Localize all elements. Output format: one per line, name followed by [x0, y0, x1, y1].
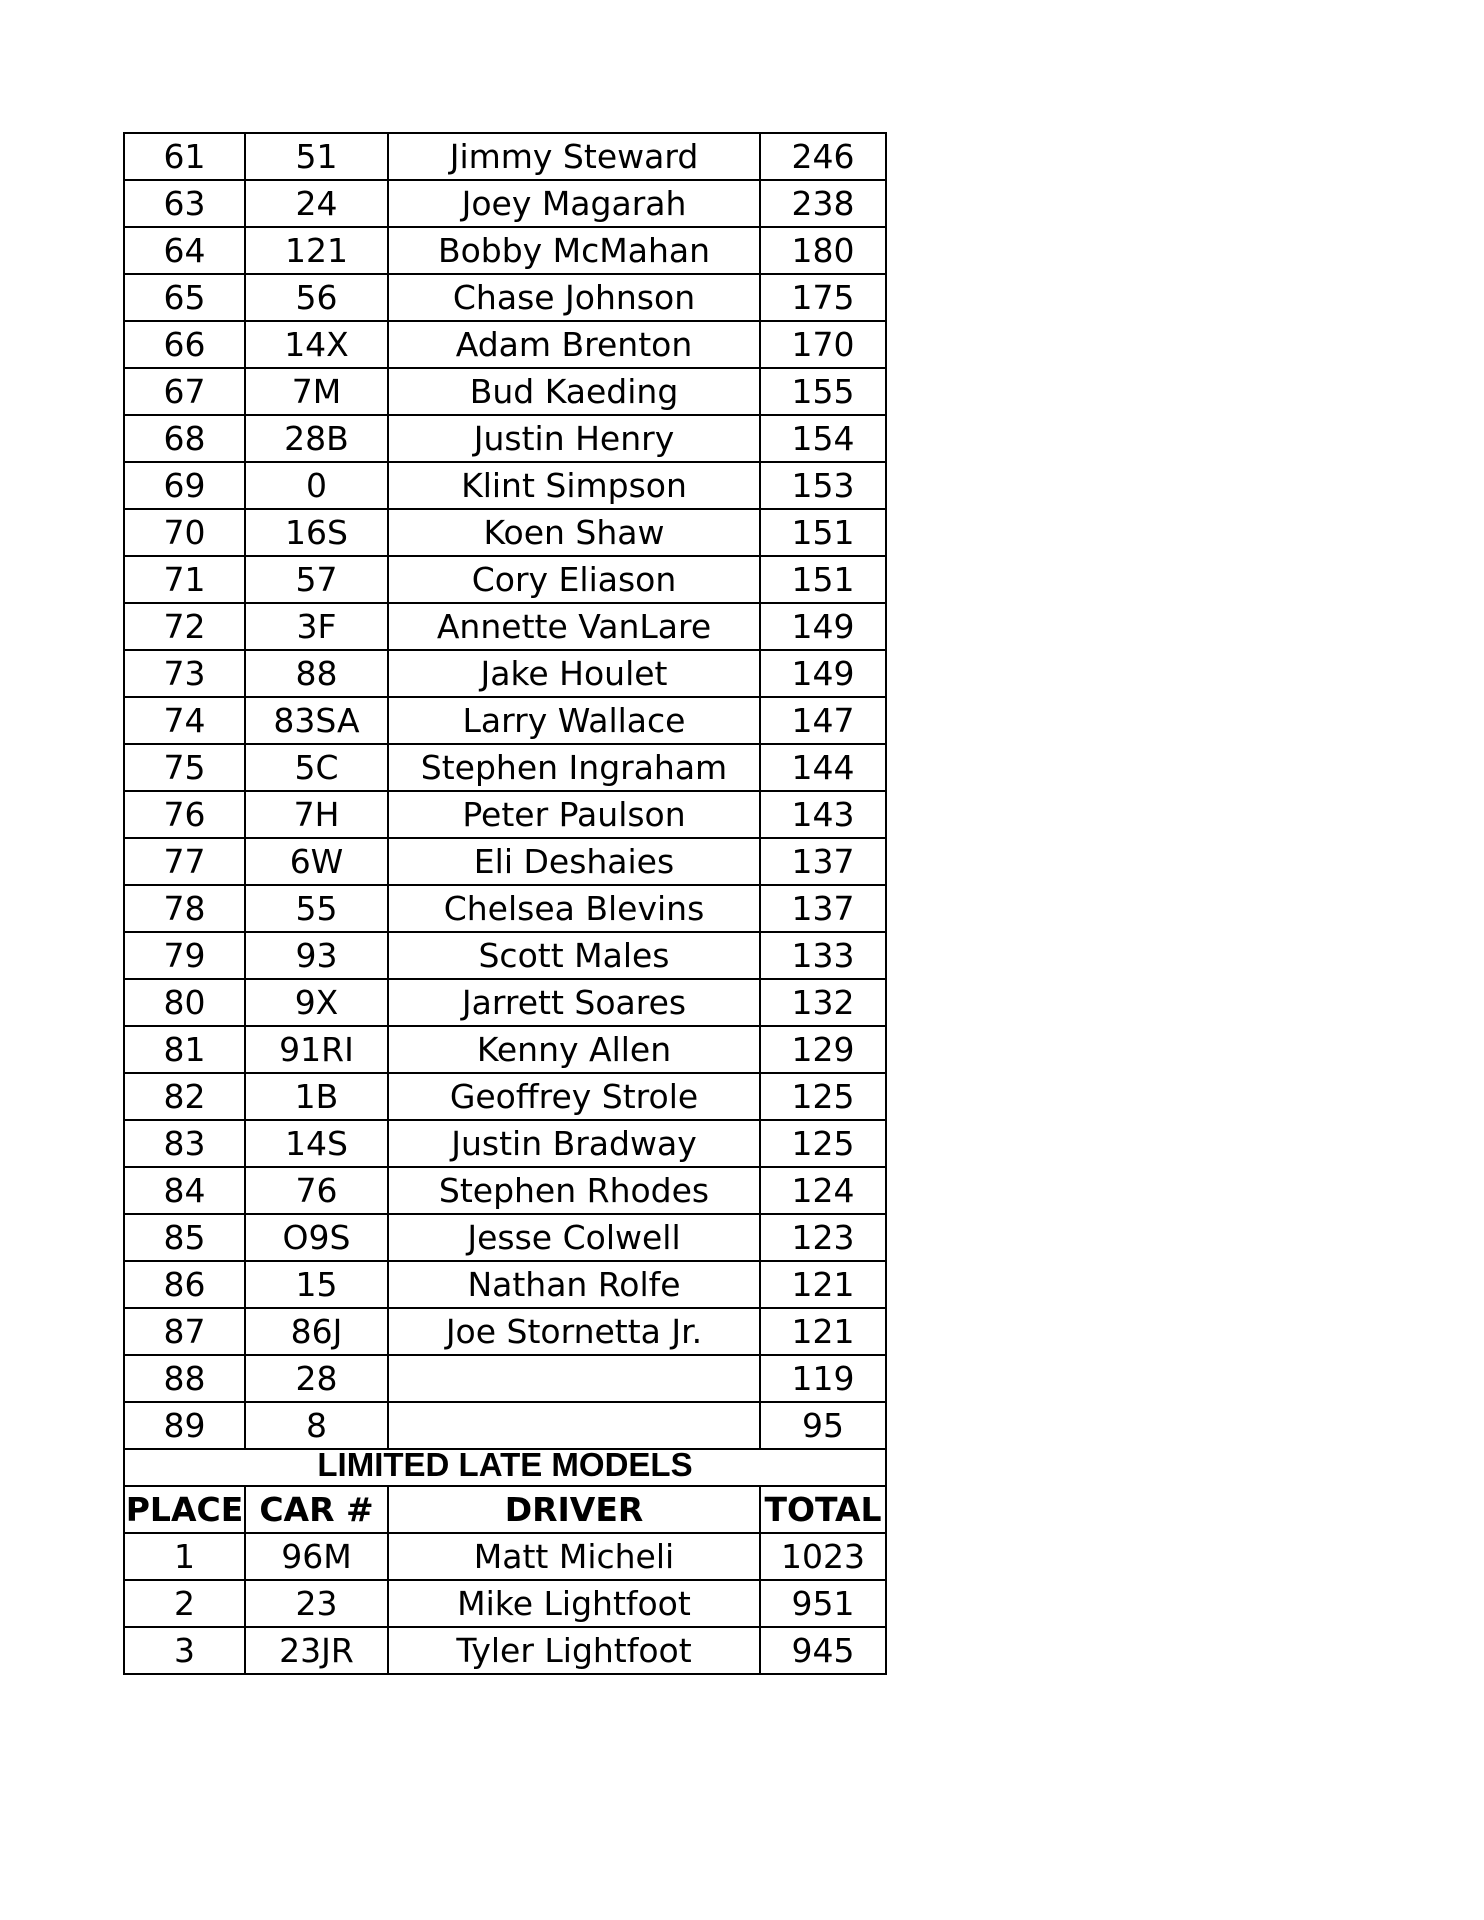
total-cell: 143 — [760, 791, 886, 838]
header-driver: DRIVER — [388, 1486, 760, 1533]
total-cell: 95 — [760, 1402, 886, 1449]
driver-cell: Jimmy Steward — [388, 133, 760, 180]
table-row — [124, 603, 886, 650]
driver-cell: Jesse Colwell — [388, 1214, 760, 1261]
car-cell: 56 — [245, 274, 388, 321]
driver-cell: Mike Lightfoot — [388, 1580, 760, 1627]
standings-sheet — [123, 132, 885, 1675]
place-cell: 67 — [124, 368, 245, 415]
car-cell: 15 — [245, 1261, 388, 1308]
place-cell: 1 — [124, 1533, 245, 1580]
driver-cell: Larry Wallace — [388, 697, 760, 744]
car-cell: 14X — [245, 321, 388, 368]
driver-cell: Adam Brenton — [388, 321, 760, 368]
driver-cell: Jake Houlet — [388, 650, 760, 697]
total-cell: 123 — [760, 1214, 886, 1261]
table-row — [124, 1402, 886, 1449]
car-cell: 16S — [245, 509, 388, 556]
total-cell: 238 — [760, 180, 886, 227]
driver-cell: Justin Bradway — [388, 1120, 760, 1167]
car-cell: 9X — [245, 979, 388, 1026]
car-cell: 0 — [245, 462, 388, 509]
place-cell: 73 — [124, 650, 245, 697]
total-cell: 132 — [760, 979, 886, 1026]
table-row — [124, 1214, 886, 1261]
place-cell: 80 — [124, 979, 245, 1026]
car-cell: 14S — [245, 1120, 388, 1167]
driver-cell: Nathan Rolfe — [388, 1261, 760, 1308]
place-cell: 65 — [124, 274, 245, 321]
total-cell: 119 — [760, 1355, 886, 1402]
driver-cell: Geoffrey Strole — [388, 1073, 760, 1120]
table-row — [124, 838, 886, 885]
driver-cell: Peter Paulson — [388, 791, 760, 838]
place-cell: 84 — [124, 1167, 245, 1214]
place-cell: 82 — [124, 1073, 245, 1120]
place-cell: 86 — [124, 1261, 245, 1308]
section-title-row — [124, 1449, 886, 1486]
place-cell: 74 — [124, 697, 245, 744]
car-cell: 23 — [245, 1580, 388, 1627]
table-row — [124, 1355, 886, 1402]
total-cell: 125 — [760, 1120, 886, 1167]
total-cell: 125 — [760, 1073, 886, 1120]
place-cell: 78 — [124, 885, 245, 932]
table-row — [124, 1580, 886, 1627]
car-cell: 28B — [245, 415, 388, 462]
total-cell: 155 — [760, 368, 886, 415]
driver-cell — [388, 1355, 760, 1402]
table-row — [124, 697, 886, 744]
total-cell: 144 — [760, 744, 886, 791]
car-cell: 55 — [245, 885, 388, 932]
place-cell: 66 — [124, 321, 245, 368]
driver-cell: Matt Micheli — [388, 1533, 760, 1580]
table-row — [124, 1261, 886, 1308]
table-row — [124, 509, 886, 556]
header-car: CAR # — [245, 1486, 388, 1533]
car-cell: 8 — [245, 1402, 388, 1449]
table-row — [124, 650, 886, 697]
table-row — [124, 1120, 886, 1167]
header-total: TOTAL — [760, 1486, 886, 1533]
place-cell: 64 — [124, 227, 245, 274]
car-cell: 88 — [245, 650, 388, 697]
place-cell: 89 — [124, 1402, 245, 1449]
driver-cell: Cory Eliason — [388, 556, 760, 603]
total-cell: 951 — [760, 1580, 886, 1627]
driver-cell: Klint Simpson — [388, 462, 760, 509]
total-cell: 151 — [760, 509, 886, 556]
table-row — [124, 1167, 886, 1214]
table-row — [124, 1533, 886, 1580]
total-cell: 151 — [760, 556, 886, 603]
driver-cell: Scott Males — [388, 932, 760, 979]
driver-cell: Stephen Ingraham — [388, 744, 760, 791]
table-row — [124, 274, 886, 321]
total-cell: 1023 — [760, 1533, 886, 1580]
table-row — [124, 133, 886, 180]
table-row — [124, 932, 886, 979]
driver-cell: Kenny Allen — [388, 1026, 760, 1073]
car-cell: 23JR — [245, 1627, 388, 1674]
total-cell: 133 — [760, 932, 886, 979]
table-row — [124, 885, 886, 932]
table-row — [124, 1308, 886, 1355]
car-cell: 7M — [245, 368, 388, 415]
place-cell: 72 — [124, 603, 245, 650]
total-cell: 170 — [760, 321, 886, 368]
place-cell: 87 — [124, 1308, 245, 1355]
limited-rows — [124, 1533, 886, 1674]
place-cell: 75 — [124, 744, 245, 791]
place-cell: 71 — [124, 556, 245, 603]
table-row — [124, 180, 886, 227]
driver-cell: Stephen Rhodes — [388, 1167, 760, 1214]
place-cell: 76 — [124, 791, 245, 838]
place-cell: 83 — [124, 1120, 245, 1167]
driver-cell: Koen Shaw — [388, 509, 760, 556]
total-cell: 149 — [760, 650, 886, 697]
place-cell: 81 — [124, 1026, 245, 1073]
header-place: PLACE — [124, 1486, 245, 1533]
car-cell: 3F — [245, 603, 388, 650]
total-cell: 246 — [760, 133, 886, 180]
car-cell: 6W — [245, 838, 388, 885]
total-cell: 149 — [760, 603, 886, 650]
total-cell: 153 — [760, 462, 886, 509]
car-cell: 1B — [245, 1073, 388, 1120]
car-cell: 28 — [245, 1355, 388, 1402]
table-row — [124, 979, 886, 1026]
car-cell: 83SA — [245, 697, 388, 744]
place-cell: 3 — [124, 1627, 245, 1674]
car-cell: 51 — [245, 133, 388, 180]
place-cell: 61 — [124, 133, 245, 180]
table-row — [124, 744, 886, 791]
total-cell: 121 — [760, 1308, 886, 1355]
car-cell: 93 — [245, 932, 388, 979]
car-cell: 24 — [245, 180, 388, 227]
total-cell: 147 — [760, 697, 886, 744]
place-cell: 63 — [124, 180, 245, 227]
standings-table — [123, 132, 887, 1675]
total-cell: 175 — [760, 274, 886, 321]
place-cell: 77 — [124, 838, 245, 885]
table-row — [124, 1073, 886, 1120]
place-cell: 68 — [124, 415, 245, 462]
place-cell: 88 — [124, 1355, 245, 1402]
section-title: LIMITED LATE MODELS — [124, 1449, 886, 1486]
driver-cell: Bud Kaeding — [388, 368, 760, 415]
car-cell: 86J — [245, 1308, 388, 1355]
car-cell: 76 — [245, 1167, 388, 1214]
table-row — [124, 556, 886, 603]
car-cell: 57 — [245, 556, 388, 603]
table-row — [124, 791, 886, 838]
place-cell: 69 — [124, 462, 245, 509]
table-row — [124, 321, 886, 368]
limited-late-models-section — [124, 1449, 886, 1533]
table-row — [124, 227, 886, 274]
driver-cell: Annette VanLare — [388, 603, 760, 650]
table-row — [124, 462, 886, 509]
table-row — [124, 1026, 886, 1073]
total-cell: 121 — [760, 1261, 886, 1308]
car-cell: 5C — [245, 744, 388, 791]
table-row — [124, 415, 886, 462]
place-cell: 70 — [124, 509, 245, 556]
driver-cell: Joey Magarah — [388, 180, 760, 227]
driver-cell: Chelsea Blevins — [388, 885, 760, 932]
driver-cell: Tyler Lightfoot — [388, 1627, 760, 1674]
header-row — [124, 1486, 886, 1533]
place-cell: 2 — [124, 1580, 245, 1627]
driver-cell: Joe Stornetta Jr. — [388, 1308, 760, 1355]
total-cell: 124 — [760, 1167, 886, 1214]
car-cell: 91RI — [245, 1026, 388, 1073]
table-row — [124, 1627, 886, 1674]
car-cell: O9S — [245, 1214, 388, 1261]
driver-cell — [388, 1402, 760, 1449]
driver-cell: Bobby McMahan — [388, 227, 760, 274]
total-cell: 945 — [760, 1627, 886, 1674]
total-cell: 154 — [760, 415, 886, 462]
points-rows — [124, 133, 886, 1449]
place-cell: 79 — [124, 932, 245, 979]
car-cell: 121 — [245, 227, 388, 274]
total-cell: 137 — [760, 885, 886, 932]
driver-cell: Eli Deshaies — [388, 838, 760, 885]
place-cell: 85 — [124, 1214, 245, 1261]
car-cell: 7H — [245, 791, 388, 838]
total-cell: 180 — [760, 227, 886, 274]
car-cell: 96M — [245, 1533, 388, 1580]
table-row — [124, 368, 886, 415]
driver-cell: Justin Henry — [388, 415, 760, 462]
total-cell: 129 — [760, 1026, 886, 1073]
driver-cell: Jarrett Soares — [388, 979, 760, 1026]
total-cell: 137 — [760, 838, 886, 885]
driver-cell: Chase Johnson — [388, 274, 760, 321]
